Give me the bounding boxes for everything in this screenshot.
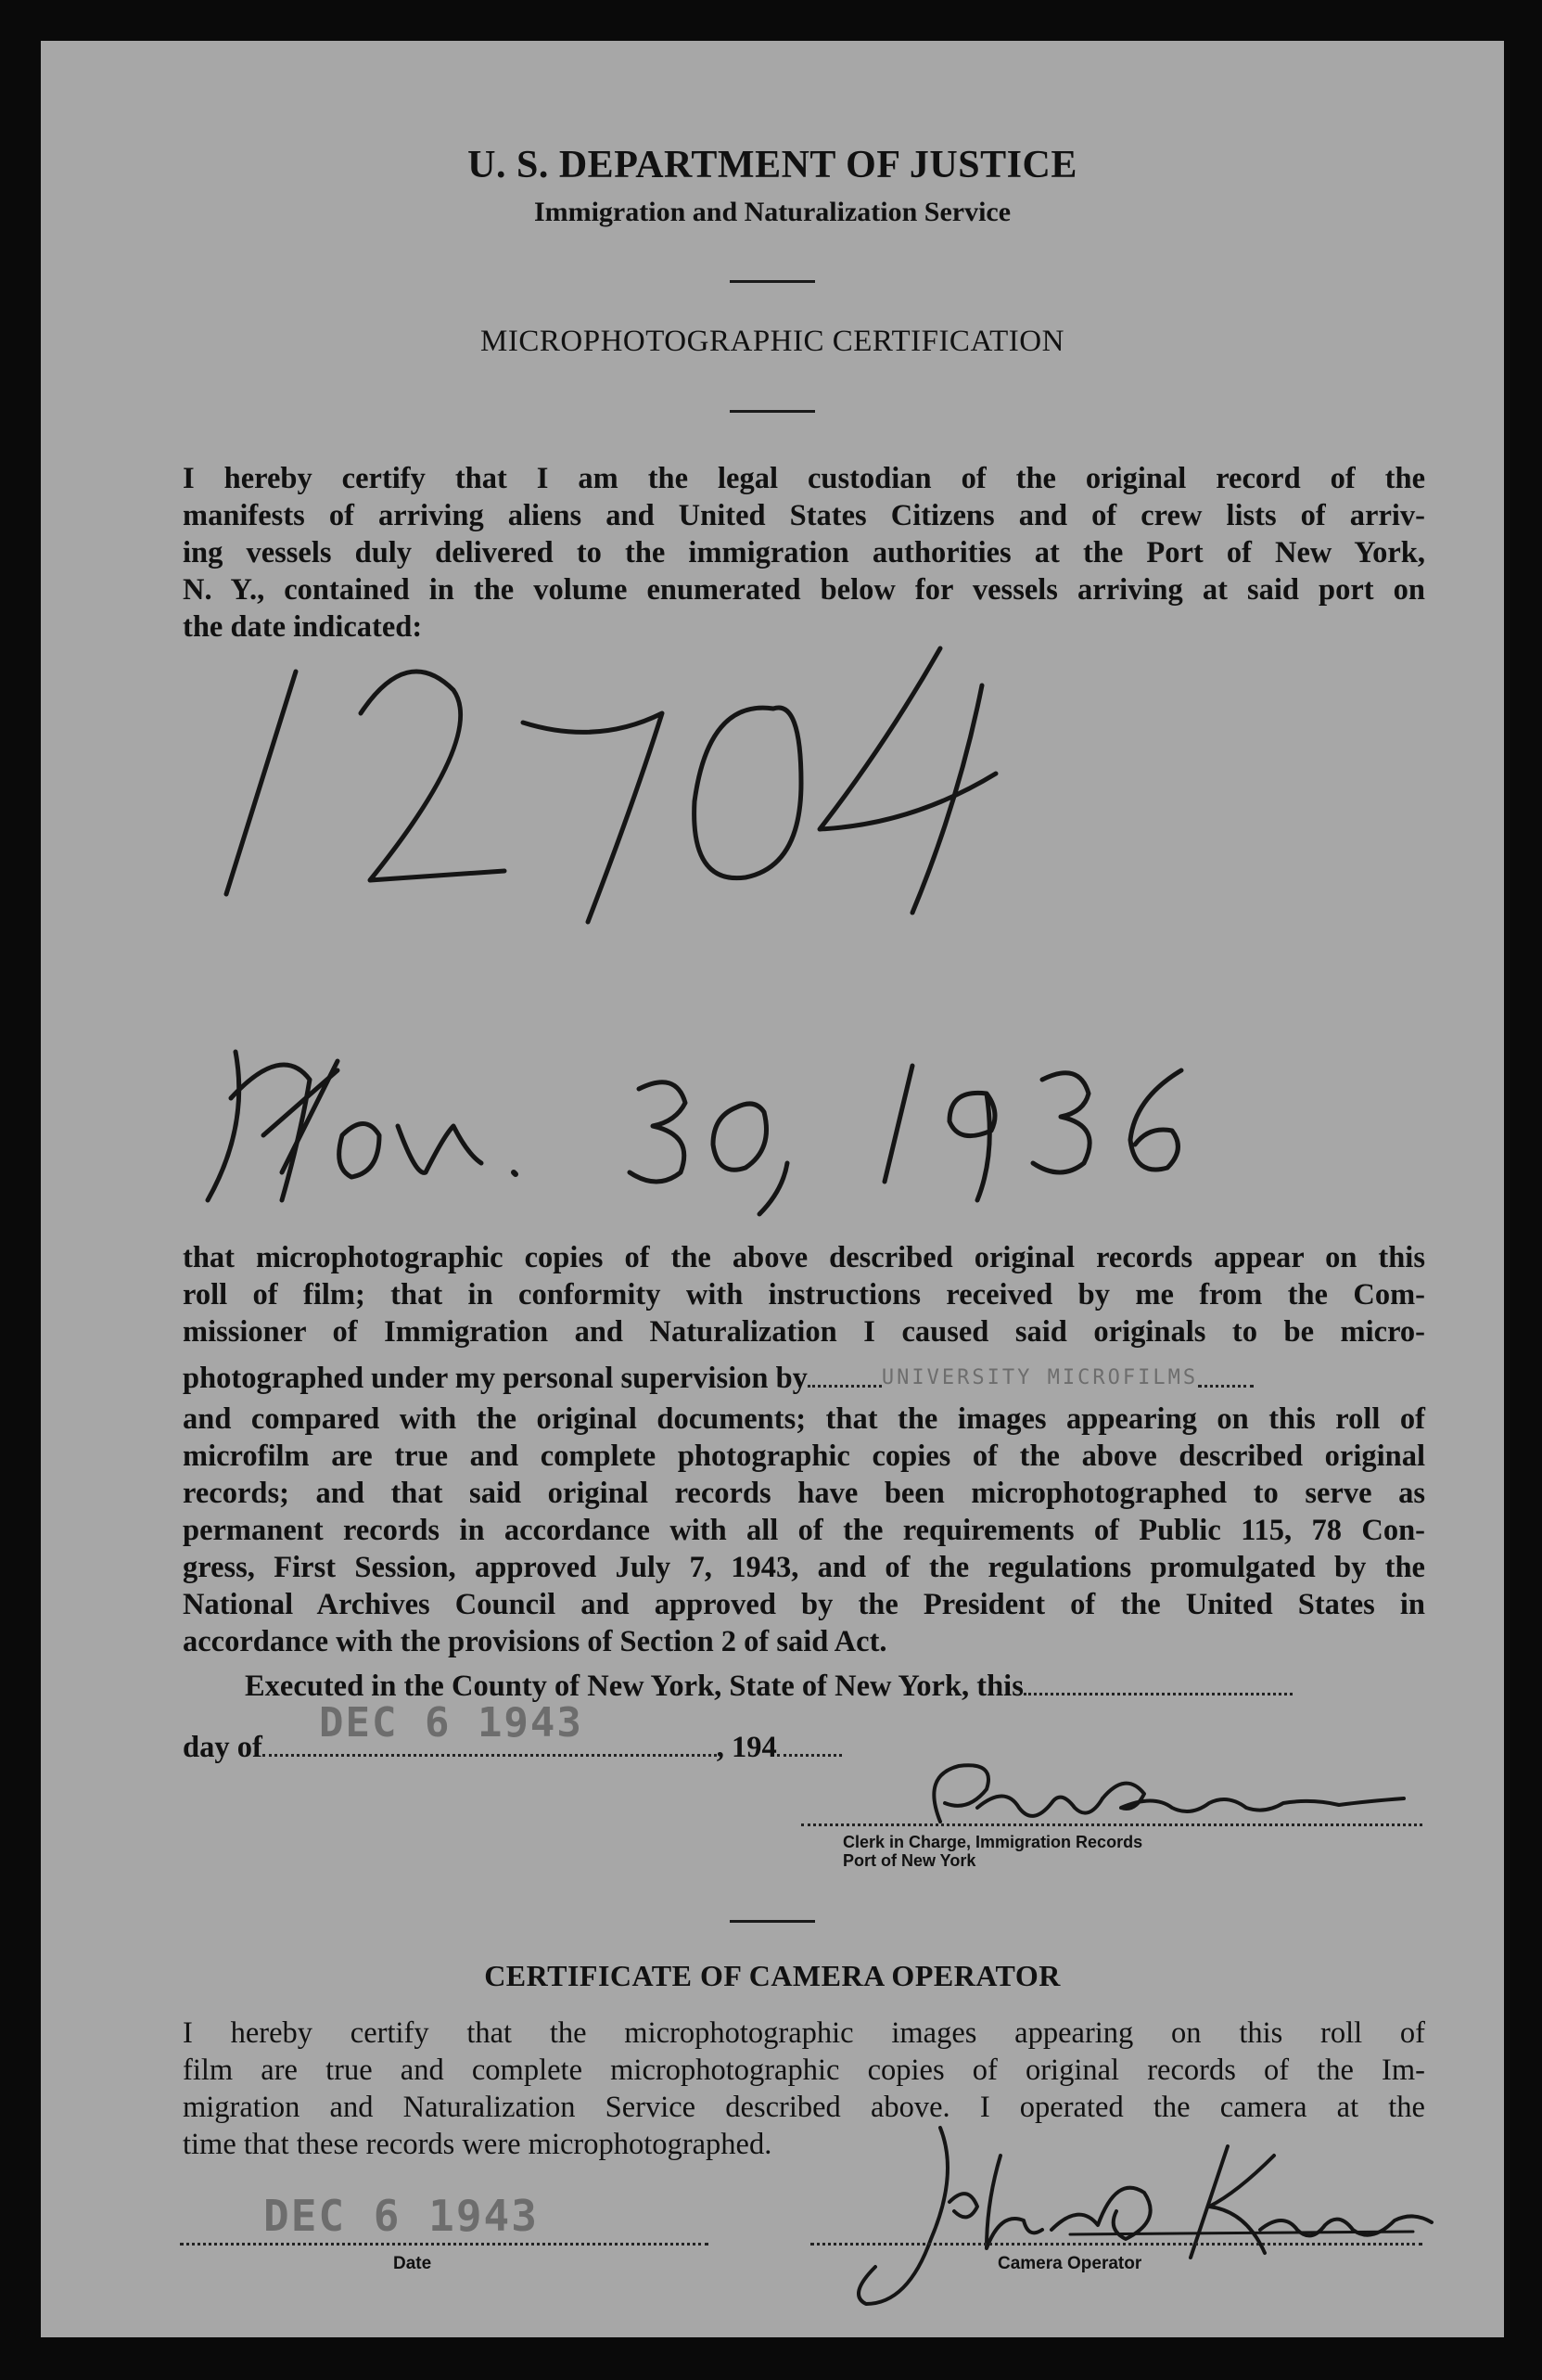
operator-date-stamp: DEC 6 1943 [263, 2191, 539, 2241]
divider-rule [730, 1920, 815, 1923]
clerk-caption [843, 1833, 1142, 1870]
paragraph-line: National Archives Council and approved by the President of the United States in [183, 1588, 1425, 1621]
paragraph-line: and compared with the original documents; that the images appearing on this roll of [183, 1402, 1425, 1436]
paragraph-line: the date indicated: [183, 610, 423, 644]
paragraph-line: film are true and complete microphotographic copies of original records of the Im- [183, 2054, 1425, 2087]
fill-dots [1198, 1383, 1254, 1388]
paragraph-line: microfilm are true and complete photographic copies of the above described original [183, 1440, 1425, 1473]
camera-operator-heading: CERTIFICATE OF CAMERA OPERATOR [484, 1959, 1061, 1992]
paragraph-line: N. Y., contained in the volume enumerated below for vessels arriving at said port on [183, 573, 1425, 607]
clerk-title: Clerk in Charge, Immigration Records [843, 1833, 1143, 1851]
paragraph-line: migration and Naturalization Service described above. I operated the camera at the [183, 2091, 1425, 2124]
paragraph-line: I hereby certify that the microphotographic images appearing on this roll of [183, 2016, 1425, 2050]
paragraph-line: missioner of Immigration and Naturalization I caused said originals to be micro- [183, 1315, 1425, 1349]
camera-operator-signature [838, 2118, 1432, 2322]
paragraph-line: records; and that said original records have been microphotographed to serve as [183, 1477, 1425, 1510]
divider-rule [730, 280, 815, 283]
certification-heading: MICROPHOTOGRAPHIC CERTIFICATION [480, 325, 1064, 358]
service-subtitle: Immigration and Naturalization Service [533, 197, 1012, 227]
department-title: U. S. DEPARTMENT OF JUSTICE [467, 144, 1077, 186]
executed-text: Executed in the County of New York, State of New York, this [245, 1670, 1024, 1703]
paragraph-line: roll of film; that in conformity with instructions received by me from the Com- [183, 1278, 1425, 1312]
paragraph-line: I hereby certify that I am the legal custodian of the original record of the [183, 462, 1425, 495]
clerk-signature-line [801, 1823, 1422, 1826]
paragraph-line: gress, First Session, approved July 7, 1943, and of the regulations promulgated by the [183, 1551, 1425, 1584]
paragraph-line: photographed under my personal supervision by [183, 1362, 808, 1395]
copies-paragraph [183, 1239, 1425, 1660]
paragraph-line: ing vessels duly delivered to the immigration authorities at the Port of New York, [183, 536, 1425, 569]
camera-operator-signature-line [810, 2243, 1422, 2246]
handwritten-volume-number [208, 634, 1320, 987]
handwritten-arrival-date [180, 1024, 1478, 1228]
paragraph-line: permanent records in accordance with all of the requirements of Public 115, 78 Con- [183, 1514, 1425, 1547]
fill-dots [808, 1383, 882, 1388]
fill-dots [1024, 1691, 1293, 1695]
supervision-line [183, 1360, 1425, 1401]
paragraph-line: manifests of arriving aliens and United States Citizens and of crew lists of arriv- [183, 499, 1425, 532]
day-date-stamp: DEC 6 1943 [319, 1699, 583, 1747]
certificate-sheet [41, 41, 1504, 2337]
day-of-line [183, 1731, 1017, 1765]
divider-rule [730, 410, 815, 413]
paragraph-line: accordance with the provisions of Section 2 of said Act. [183, 1625, 887, 1658]
custodian-paragraph [183, 460, 1425, 646]
fill-dots [777, 1752, 842, 1757]
camera-operator-label: Camera Operator [998, 2254, 1142, 2273]
paragraph-line: time that these records were microphotographed. [183, 2128, 772, 2161]
date-label: Date [393, 2254, 432, 2273]
clerk-office: Port of New York [843, 1851, 976, 1870]
clerk-signature [903, 1757, 1422, 1831]
year-prefix: , 194 [716, 1731, 777, 1764]
date-line [180, 2243, 708, 2246]
paragraph-line: that microphotographic copies of the above described original records appear on this [183, 1241, 1425, 1274]
fill-dots [262, 1752, 717, 1757]
day-of-label: day of [183, 1731, 262, 1764]
supervisor-stamp: UNIVERSITY MICROFILMS [881, 1366, 1199, 1389]
